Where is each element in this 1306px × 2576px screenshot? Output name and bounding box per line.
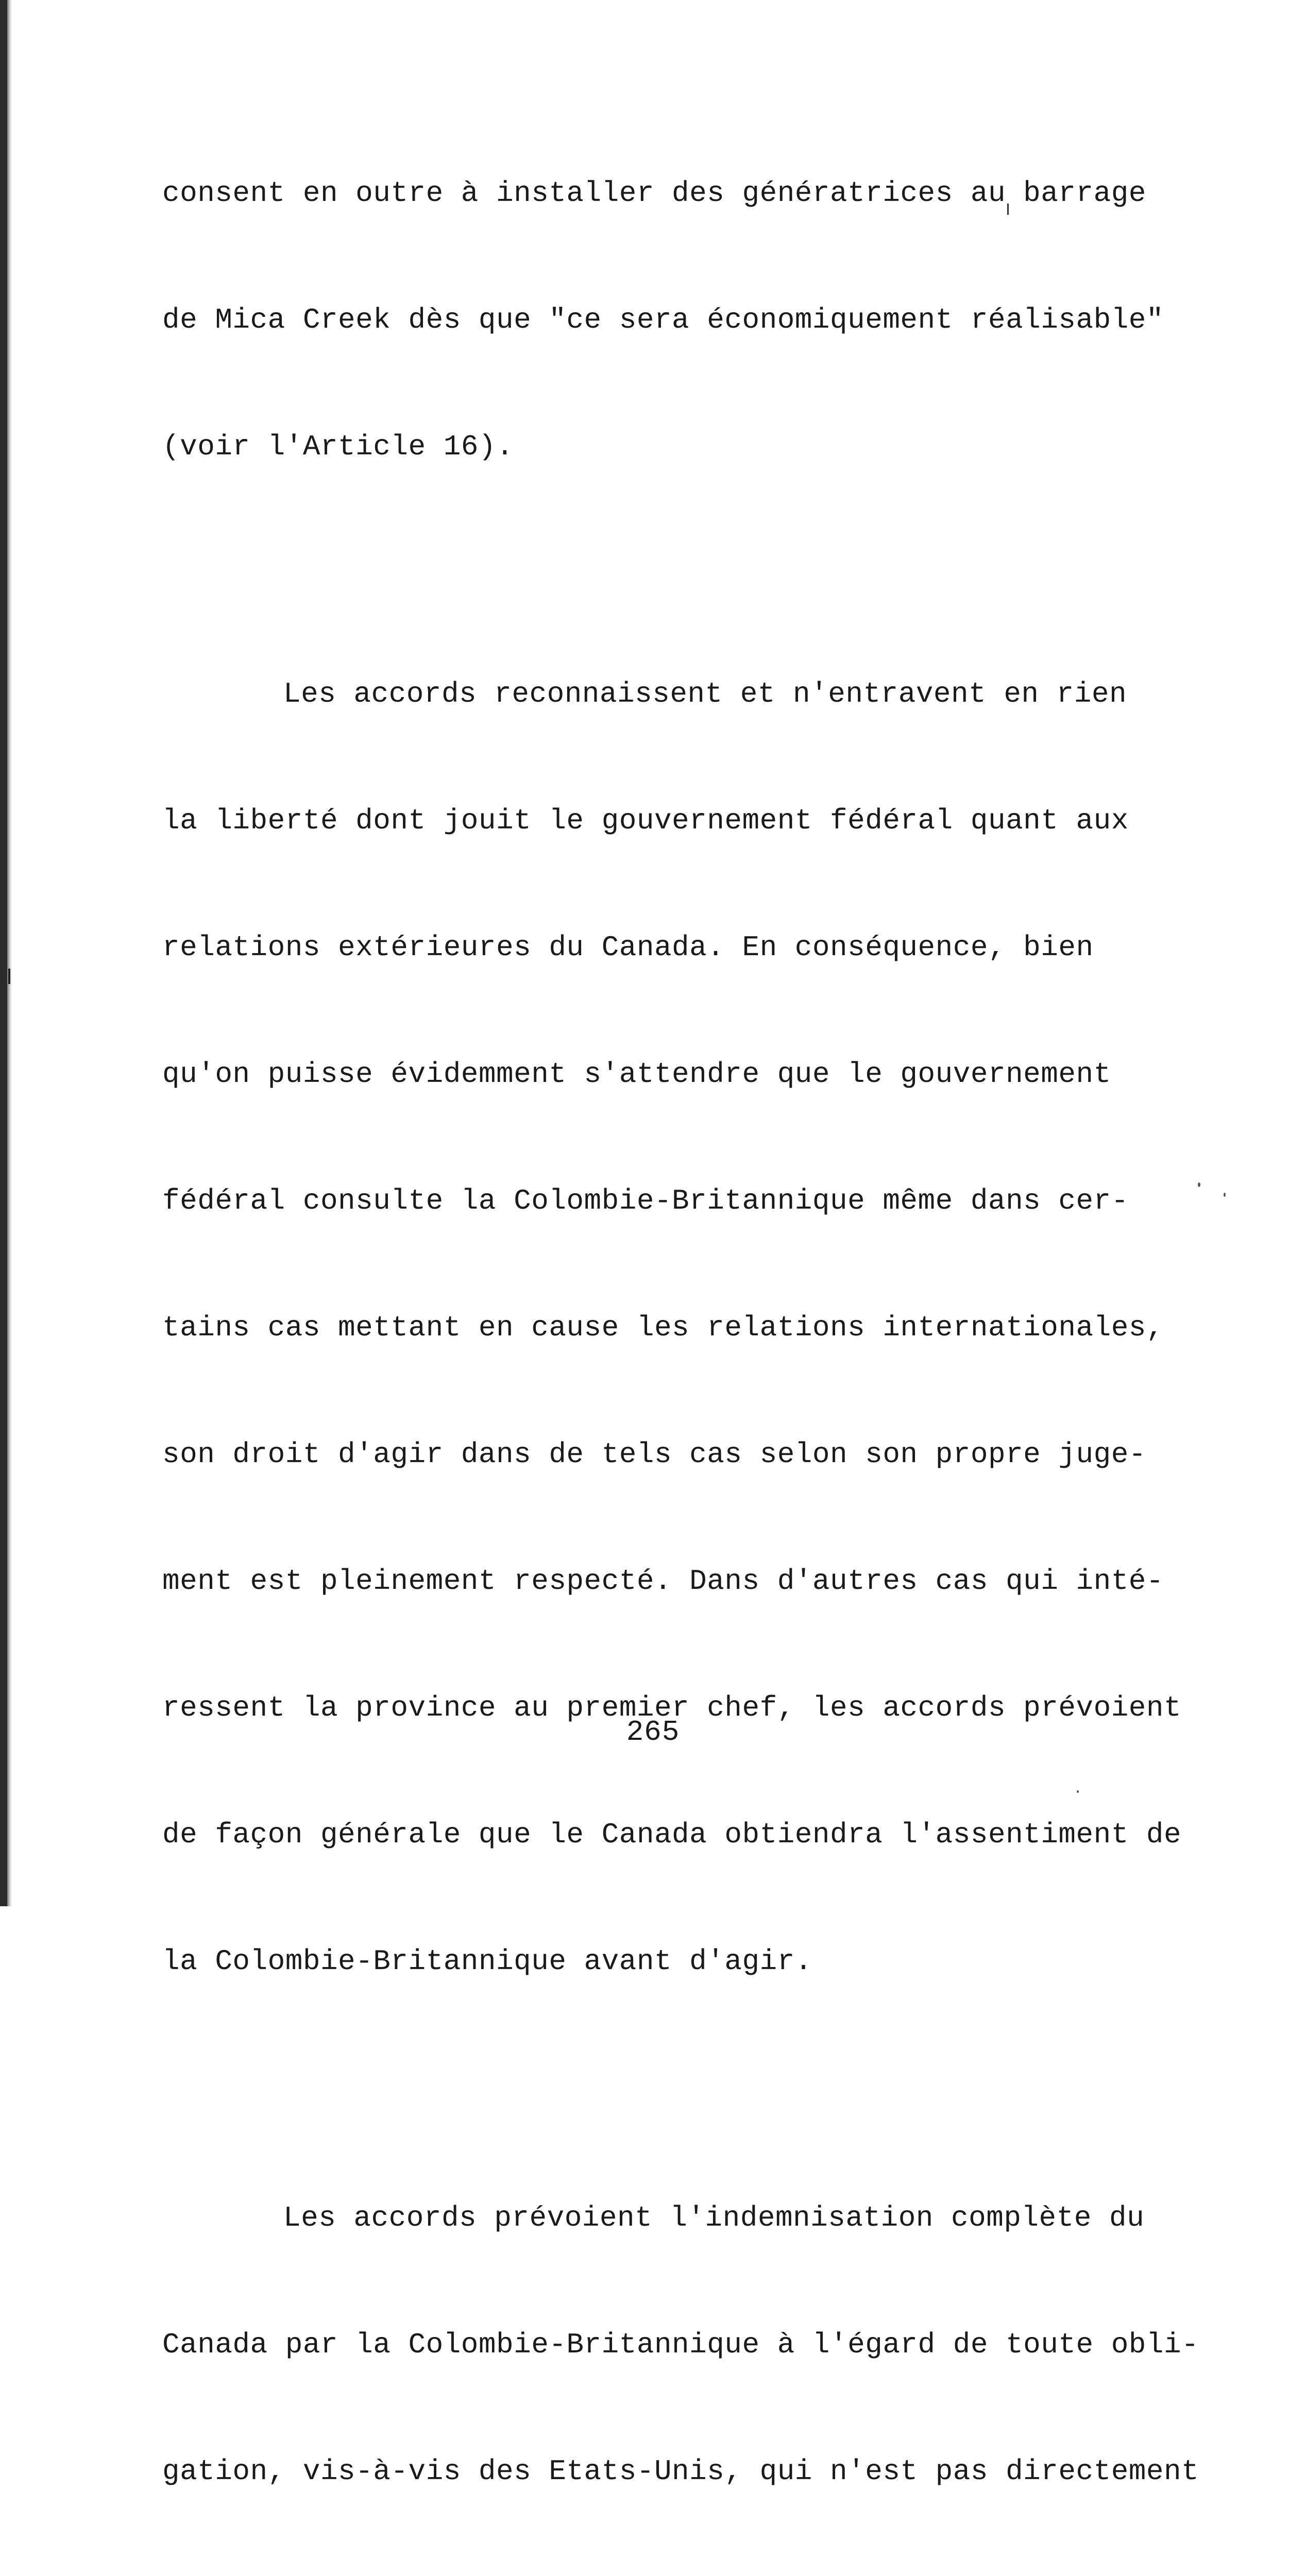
text-line: qu'on puisse évidemment s'attendre que le gouvernement	[162, 1058, 1111, 1091]
text-line: ment est pleinement respecté. Dans d'autres cas qui inté-	[162, 1565, 1164, 1598]
text-line: consent en outre à installer des génératrices au barrage	[162, 177, 1146, 210]
text-line	[162, 2197, 1193, 2239]
text-line: la liberté dont jouit le gouvernement fédéral quant aux	[162, 804, 1129, 837]
text-line	[162, 673, 1193, 715]
text-line: gation, vis-à-vis des Etats-Unis, qui n'est pas directement	[162, 2455, 1199, 2488]
speck	[1198, 1182, 1200, 1187]
text-line: (voir l'Article 16).	[162, 430, 514, 463]
text-line: de façon générale que le Canada obtiendra l'assentiment de	[162, 1818, 1182, 1851]
binding-mark	[8, 969, 18, 984]
text-line: Canada par la Colombie-Britannique à l'égard de toute obli-	[162, 2328, 1199, 2361]
paragraph-1	[162, 88, 1193, 552]
text-line: la Colombie-Britannique avant d'agir.	[162, 1945, 812, 1978]
text-line: relations extérieures du Canada. En conséquence, bien	[162, 931, 1094, 964]
text-line: tains cas mettant en cause les relations internationales,	[162, 1311, 1164, 1344]
paragraph-2	[162, 588, 1193, 2067]
text-line: son droit d'agir dans de tels cas selon son propre juge-	[162, 1438, 1146, 1471]
text-line: ressent la province au premier chef, les accords prévoient	[162, 1691, 1182, 1724]
document-body	[162, 88, 1199, 2576]
text-line-content: Les accords prévoient l'indemnisation complète du	[283, 2201, 1145, 2234]
text-line-content: Les accords reconnaissent et n'entravent en rien	[283, 677, 1127, 710]
page-number: 265	[626, 1716, 680, 1749]
text-line: fédéral consulte la Colombie-Britannique même dans cer-	[162, 1184, 1129, 1217]
text-line: de Mica Creek dès que "ce sera économiquement réalisable"	[162, 303, 1164, 336]
page-binding-edge	[0, 0, 7, 1906]
paragraph-3	[162, 2112, 1199, 2576]
speck	[1224, 1193, 1226, 1197]
page-binding-shadow	[7, 0, 12, 1906]
